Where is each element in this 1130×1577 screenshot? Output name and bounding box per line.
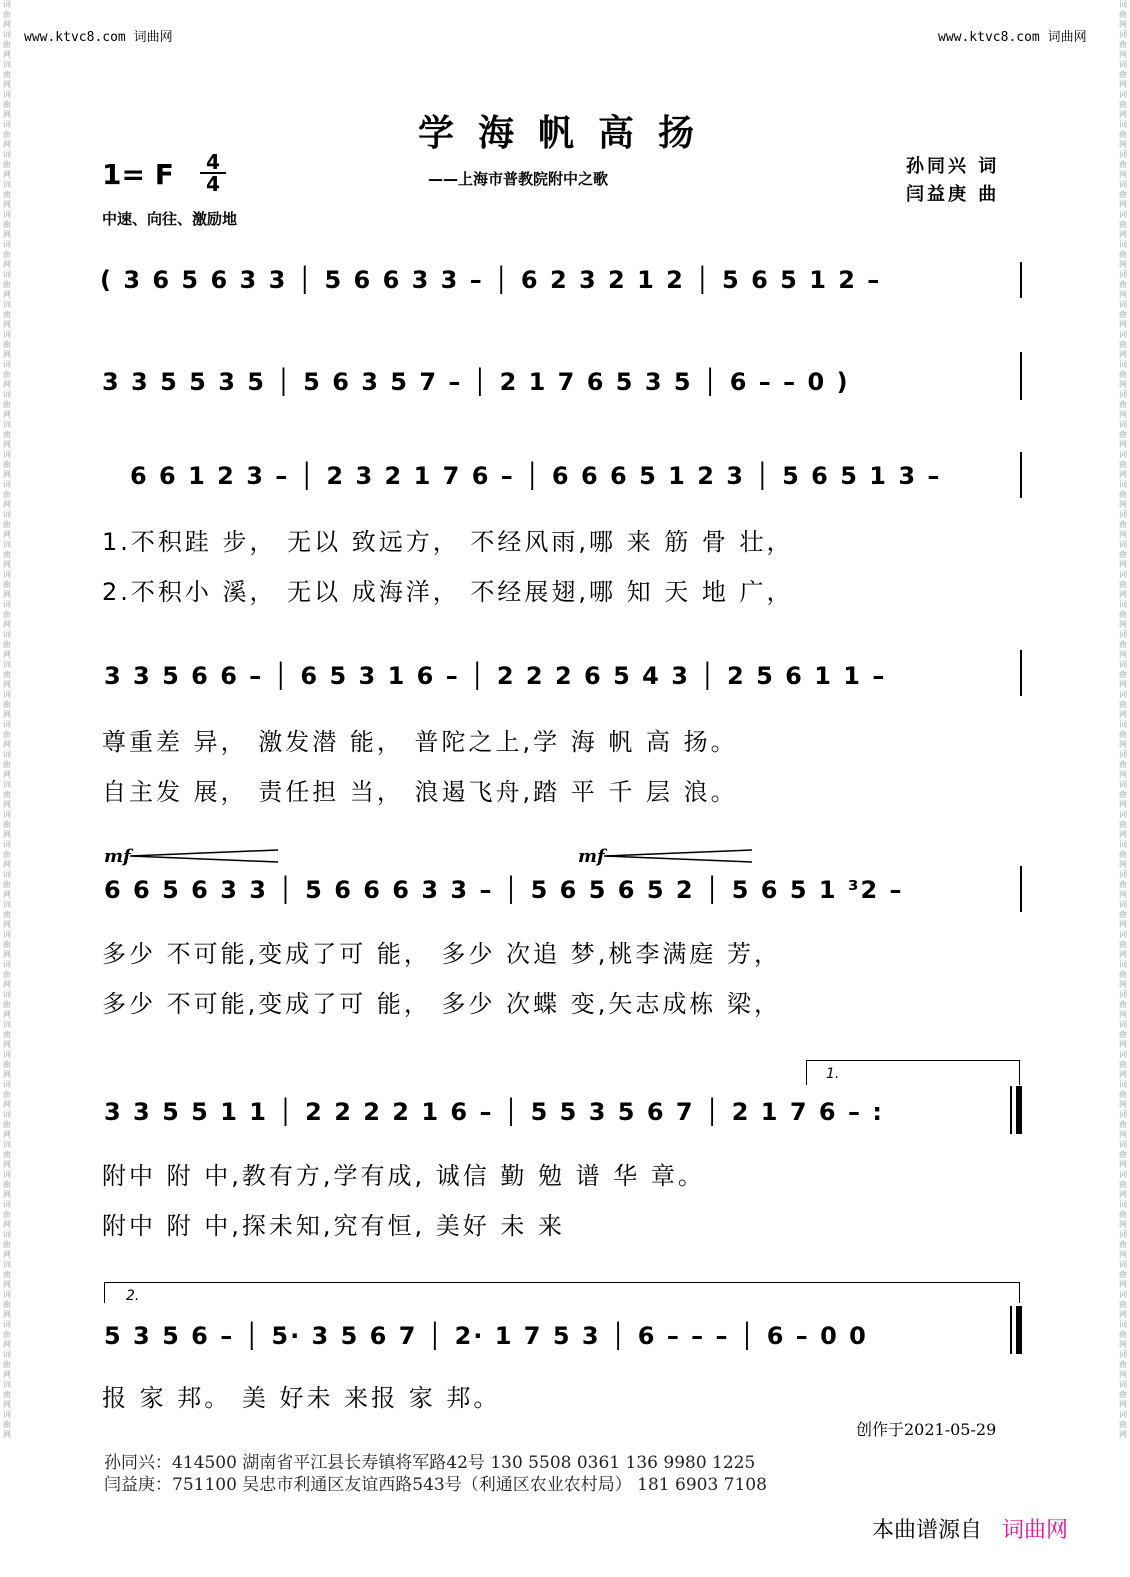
bar-line: [1010, 1306, 1012, 1354]
source-label: 本曲谱源自: [872, 1518, 983, 1543]
notation-row-3: 6 6 1 2 3 – │ 2 3 2 1 7 6 – │ 6 6 6 5 1 2 3 │ 5 6 5 1 3 –: [130, 462, 942, 490]
notation-row-5: 6 6 5 6 3 3 │ 5 6 6 6 3 3 – │ 5 6 5 6 5 2 │ 5 6 5 1 ³2 –: [104, 876, 904, 904]
tempo-marking: 中速、向往、激励地: [102, 210, 238, 228]
volta-2-bracket: [104, 1282, 1020, 1303]
lyric-row-5-verse-2: 多少 不可能,变成了可 能， 多少 次蝶 变,矢志成栋 梁，: [102, 990, 782, 1018]
bar-line: [1020, 352, 1022, 400]
dynamic-mf: mf: [578, 846, 605, 867]
contact-composer: 闫益庚：751100 吴忠市利通区友谊西路543号（利通区农业农村局） 181 6903 7108: [104, 1475, 767, 1495]
key-signature: 1= F: [102, 158, 174, 191]
time-signature-bottom: 4: [200, 172, 226, 194]
time-signature: [200, 152, 226, 194]
lyric-row-3-verse-2: 2.不积小 溪， 无以 成海洋， 不经展翅,哪 知 天 地 广，: [102, 578, 794, 606]
notation-row-7: 5 3 5 6 – │ 5· 3 5 6 7 │ 2· 1 7 5 3 │ 6 – – – │ 6 – 0 0: [104, 1322, 868, 1350]
crescendo-hairpin: [602, 848, 754, 864]
bar-line: [1020, 452, 1022, 498]
bar-line: [1020, 866, 1022, 912]
bar-line: [1010, 1086, 1012, 1134]
notation-row-1: ( 3 6 5 6 3 3 │ 5 6 6 3 3 – │ 6 2 3 2 1 2 │ 5 6 5 1 2 –: [100, 266, 882, 294]
repeat-end-bar: [1016, 1086, 1022, 1134]
side-watermark-left: 词曲网词曲网词曲网词曲网词曲网词曲网词曲网词曲网词曲网词曲网词曲网词曲网词曲网词曲网词曲网词曲网词曲网词曲网词曲网词曲网词曲网词曲网词曲网词曲网词曲网词曲网词曲网词曲网词曲网词曲网词曲网词曲网词曲网词曲网词曲网词曲网词曲网词曲网词曲网词曲网词曲网词曲网词曲网词曲网词曲网词曲网词曲网词曲网: [3, 0, 11, 1439]
lyric-row-7-verse-1: 报 家 邦。 美 好未 来报 家 邦。: [102, 1384, 501, 1412]
lyric-row-4-verse-1: 尊重差 异， 激发潜 能， 普陀之上,学 海 帆 高 扬。: [102, 728, 738, 756]
lyric-row-4-verse-2: 自主发 展， 责任担 当， 浪遏飞舟,踏 平 千 层 浪。: [102, 778, 738, 806]
song-title: 学海帆高扬: [418, 112, 719, 154]
lyric-row-3-verse-1: 1.不积跬 步， 无以 致远方， 不经风雨,哪 来 筋 骨 壮，: [102, 528, 794, 556]
source-credit: [872, 1513, 1068, 1544]
lyric-row-6-verse-2: 附中 附 中,探未知,究有恒, 美好 未 来: [102, 1212, 566, 1240]
time-signature-top: 4: [206, 150, 220, 174]
final-bar: [1016, 1306, 1022, 1354]
composer: 闫益庚 曲: [906, 184, 1000, 205]
volta-1-label: 1.: [826, 1066, 840, 1082]
bar-line: [1020, 262, 1022, 298]
lyricist: 孙同兴 词: [906, 156, 1000, 177]
bar-line: [1020, 650, 1022, 696]
dynamic-mf: mf: [104, 846, 131, 867]
watermark-url-left: www.ktvc8.com 词曲网: [24, 30, 173, 45]
notation-row-2: 3 3 5 5 3 5 │ 5 6 3 5 7 – │ 2 1 7 6 5 3 5 │ 6 – – 0 ): [102, 368, 850, 396]
crescendo-hairpin: [128, 848, 280, 864]
lyric-row-6-verse-1: 附中 附 中,教有方,学有成, 诚信 勤 勉 谱 华 章。: [102, 1162, 705, 1190]
lyric-row-5-verse-1: 多少 不可能,变成了可 能， 多少 次追 梦,桃李满庭 芳，: [102, 940, 782, 968]
source-brand-link[interactable]: 词曲网: [1002, 1518, 1069, 1543]
watermark-url-right: www.ktvc8.com 词曲网: [938, 30, 1087, 45]
notation-row-6: 3 3 5 5 1 1 │ 2 2 2 2 1 6 – │ 5 5 3 5 6 7 │ 2 1 7 6 – :: [104, 1098, 884, 1126]
volta-2-label: 2.: [126, 1288, 140, 1304]
side-watermark-right: 词曲网词曲网词曲网词曲网词曲网词曲网词曲网词曲网词曲网词曲网词曲网词曲网词曲网词曲网词曲网词曲网词曲网词曲网词曲网词曲网词曲网词曲网词曲网词曲网词曲网词曲网词曲网词曲网词曲网词曲网词曲网词曲网词曲网词曲网词曲网词曲网词曲网词曲网词曲网词曲网词曲网词曲网词曲网词曲网词曲网词曲网词曲网词曲网: [1119, 0, 1127, 1439]
notation-row-4: 3 3 5 6 6 – │ 6 5 3 1 6 – │ 2 2 2 6 5 4 3 │ 2 5 6 1 1 –: [104, 662, 887, 690]
creation-date: 创作于2021-05-29: [856, 1420, 997, 1439]
contact-lyricist: 孙同兴：414500 湖南省平江县长寿镇将军路42号 130 5508 0361 136 9980 1225: [104, 1453, 756, 1473]
song-subtitle: ——上海市普教院附中之歌: [428, 170, 609, 188]
